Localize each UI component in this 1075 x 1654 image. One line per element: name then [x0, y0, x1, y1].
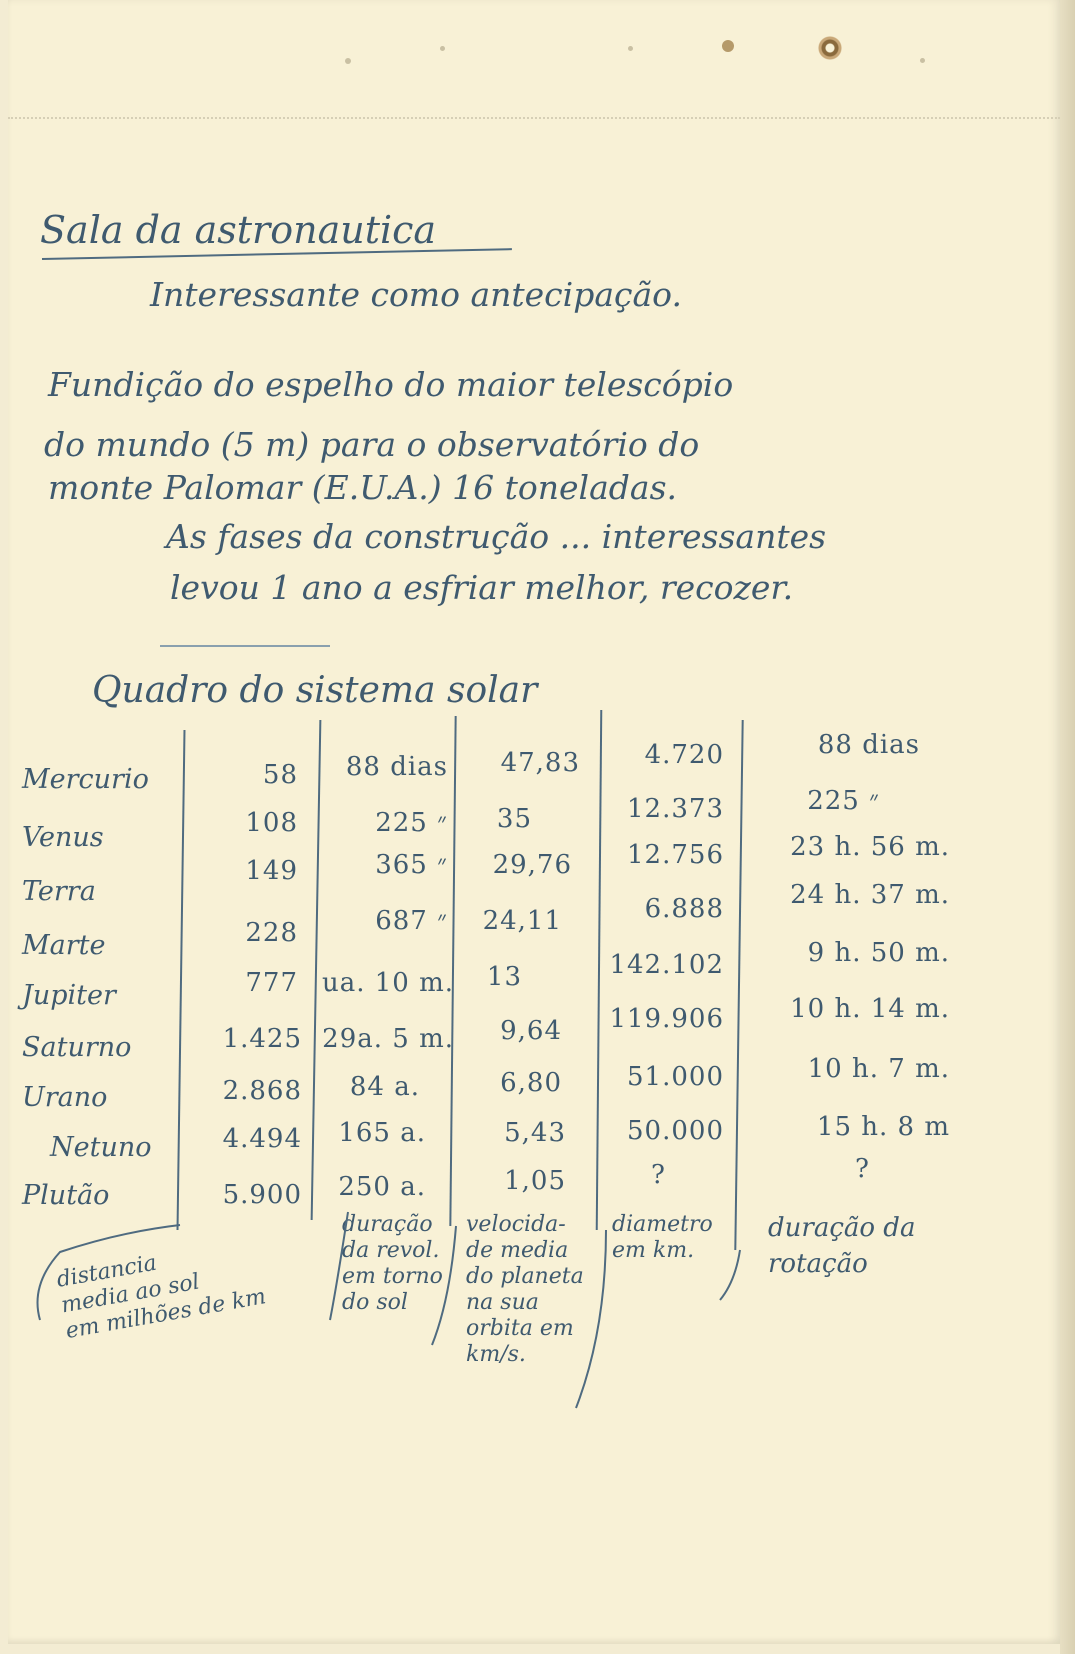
table-heading: Quadro do sistema solar: [92, 670, 538, 711]
rotation-cell: 10 h. 14 m.: [790, 994, 950, 1024]
distance-cell: 4.494: [222, 1124, 302, 1154]
revolution-cell: 165 a.: [338, 1118, 426, 1148]
diameter-cell: 119.906: [609, 1004, 724, 1034]
note-line: As fases da construção ... interessantes: [166, 517, 827, 556]
rotation-cell: 88 dias: [817, 730, 920, 760]
revolution-cell: 29a. 5 m.: [322, 1024, 454, 1054]
column-note-diameter: diametro em km.: [612, 1212, 713, 1263]
distance-cell: 228: [245, 918, 298, 948]
note-line: do mundo (5 m) para o observatório do: [44, 425, 700, 464]
diameter-cell: 4.720: [644, 740, 724, 770]
diameter-cell: 12.373: [627, 794, 724, 824]
revolution-cell: 250 a.: [338, 1172, 426, 1202]
column-note-revolution: duração da revol. em torno do sol: [342, 1212, 443, 1315]
distance-cell: 1.425: [222, 1024, 302, 1054]
velocity-cell: 29,76: [492, 850, 572, 880]
distance-cell: 777: [245, 968, 298, 998]
bracket-stroke: [38, 1225, 181, 1320]
bracket-stroke: [432, 1226, 456, 1345]
distance-cell: 149: [245, 856, 298, 886]
bracket-stroke: [720, 1250, 740, 1300]
diameter-cell: 6.888: [644, 894, 724, 924]
revolution-cell: 687 ״: [375, 906, 448, 936]
velocity-cell: 35: [496, 804, 532, 834]
revolution-cell: ua. 10 m.: [321, 968, 454, 998]
diameter-cell: 142.102: [609, 950, 724, 980]
distance-cell: 5.900: [222, 1180, 302, 1210]
note-line: Fundição do espelho do maior telescópio: [48, 365, 734, 404]
column-note-distance: distancia media ao sol em milhões de km: [54, 1250, 268, 1345]
planet-name: Terra: [22, 876, 96, 907]
distance-cell: 58: [262, 760, 298, 790]
velocity-cell: 1,05: [504, 1166, 566, 1196]
note-line: levou 1 ano a esfriar melhor, recozer.: [170, 568, 794, 607]
velocity-cell: 9,64: [500, 1016, 562, 1046]
rotation-cell: ?: [855, 1154, 870, 1184]
rotation-cell: 24 h. 37 m.: [790, 880, 950, 910]
distance-cell: 108: [245, 808, 298, 838]
planet-name: Marte: [22, 930, 106, 961]
planet-name: Saturno: [22, 1032, 132, 1063]
bracket-stroke: [576, 1230, 606, 1408]
planet-name: Jupiter: [22, 980, 116, 1011]
velocity-cell: 5,43: [504, 1118, 566, 1148]
rotation-cell: 225 ״: [807, 786, 880, 816]
column-note-rotation: duração da rotação: [768, 1213, 916, 1279]
planet-name: Mercurio: [22, 764, 149, 795]
velocity-cell: 47,83: [500, 748, 580, 778]
distance-cell: 2.868: [222, 1076, 302, 1106]
velocity-cell: 24,11: [482, 906, 562, 936]
note-line: Interessante como antecipação.: [150, 275, 682, 314]
page-title: Sala da astronautica: [40, 208, 437, 252]
rotation-cell: 10 h. 7 m.: [807, 1054, 950, 1084]
column-note-velocity: velocida- de media do planeta na sua orbita em km/s.: [466, 1212, 584, 1367]
bracket-stroke: [330, 1212, 348, 1320]
planet-name: Urano: [22, 1082, 108, 1113]
note-line: monte Palomar (E.U.A.) 16 toneladas.: [48, 468, 677, 507]
diameter-cell: ?: [651, 1160, 666, 1190]
revolution-cell: 225 ״: [375, 808, 448, 838]
velocity-cell: 13: [486, 962, 522, 992]
planet-name: Netuno: [50, 1132, 152, 1163]
planet-name: Plutão: [22, 1180, 110, 1211]
rotation-cell: 9 h. 50 m.: [807, 938, 950, 968]
rotation-cell: 15 h. 8 m: [816, 1112, 950, 1142]
diameter-cell: 50.000: [627, 1116, 724, 1146]
rotation-cell: 23 h. 56 m.: [790, 832, 950, 862]
revolution-cell: 88 dias: [345, 752, 448, 782]
velocity-cell: 6,80: [500, 1068, 562, 1098]
revolution-cell: 84 a.: [349, 1072, 420, 1102]
diameter-cell: 51.000: [627, 1062, 724, 1092]
diameter-cell: 12.756: [627, 840, 724, 870]
planet-name: Venus: [22, 822, 104, 853]
revolution-cell: 365 ״: [375, 850, 448, 880]
